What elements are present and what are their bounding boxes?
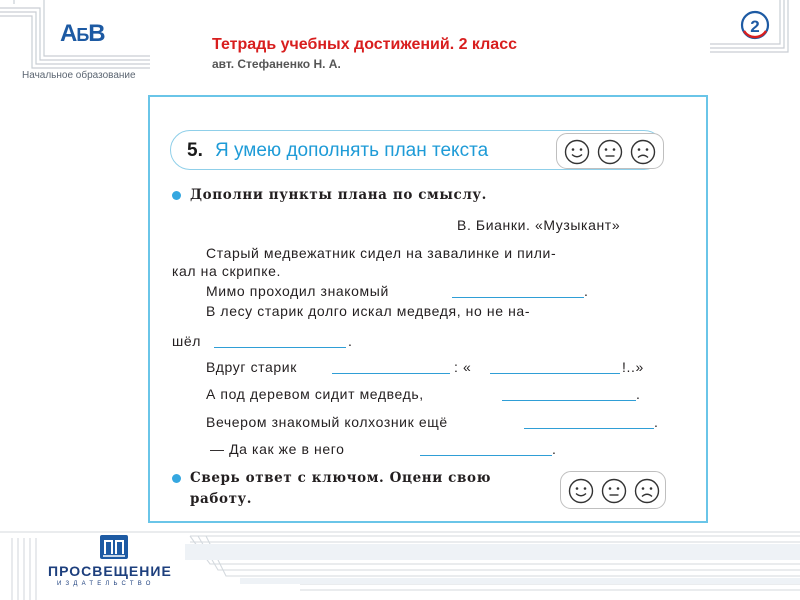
abv-logo: АБВ — [60, 20, 105, 47]
task-instruction: Дополни пункты плана по смыслу. — [190, 187, 487, 203]
answer-blank-6a[interactable] — [332, 373, 450, 374]
neutral-face-icon[interactable] — [601, 478, 627, 504]
plan-line-3: Мимо проходил знакомый — [206, 283, 389, 299]
workbook-page — [148, 95, 708, 523]
answer-blank-9[interactable] — [420, 455, 552, 456]
plan-line-4: В лесу старик долго искал медведя, но не на- — [206, 303, 531, 319]
task-check-line-2: работу. — [190, 491, 253, 507]
answer-blank-5[interactable] — [214, 347, 346, 348]
section-title: Я умею дополнять план текста — [215, 140, 489, 161]
section-number: 5. — [187, 140, 203, 161]
plan-line-7-end: . — [636, 386, 641, 402]
answer-blank-8[interactable] — [524, 428, 654, 429]
plan-line-1: Старый медвежатник сидел на завалинке и пили- — [206, 245, 557, 261]
plan-line-6-quote: : « — [454, 359, 472, 375]
self-assessment-faces-bottom — [560, 471, 666, 509]
plan-line-6: Вдруг старик — [206, 359, 297, 375]
answer-blank-6b[interactable] — [490, 373, 620, 374]
svg-text:2: 2 — [750, 17, 760, 36]
plan-line-5: шёл — [172, 333, 201, 349]
plan-line-9: — Да как же в него — [210, 441, 345, 457]
edu-level-label: Начальное образование — [22, 70, 136, 81]
task-bullet — [172, 474, 181, 483]
self-assessment-faces-top — [556, 133, 664, 169]
plan-line-6-end: !..» — [622, 359, 644, 375]
plan-line-2: кал на скрипке. — [172, 263, 281, 279]
publisher-name: ПРОСВЕЩЕНИЕ — [48, 563, 172, 579]
neutral-face-icon[interactable] — [597, 139, 623, 165]
publisher-emblem-icon — [100, 535, 128, 559]
publisher-subtitle: ИЗДАТЕЛЬСТВО — [57, 581, 155, 587]
book-title: Тетрадь учебных достижений. 2 класс — [212, 36, 517, 53]
smile-icon[interactable] — [568, 478, 594, 504]
plan-line-5-end: . — [348, 333, 353, 349]
plan-line-8-end: . — [654, 414, 659, 430]
text-source: В. Бианки. «Музыкант» — [457, 217, 621, 233]
plan-line-7: А под деревом сидит медведь, — [206, 386, 424, 402]
task-check-line-1: Сверь ответ с ключом. Оцени свою — [190, 470, 492, 486]
task-bullet — [172, 191, 181, 200]
book-author: авт. Стефаненко Н. А. — [212, 57, 341, 71]
answer-blank-7[interactable] — [502, 400, 636, 401]
plan-line-3-end: . — [584, 283, 589, 299]
smile-icon[interactable] — [564, 139, 590, 165]
series-logo-icon — [740, 10, 770, 44]
sad-face-icon[interactable] — [630, 139, 656, 165]
plan-line-9-end: . — [552, 441, 557, 457]
answer-blank-3[interactable] — [452, 297, 584, 298]
sad-face-icon[interactable] — [634, 478, 660, 504]
plan-line-8: Вечером знакомый колхозник ещё — [206, 414, 448, 430]
